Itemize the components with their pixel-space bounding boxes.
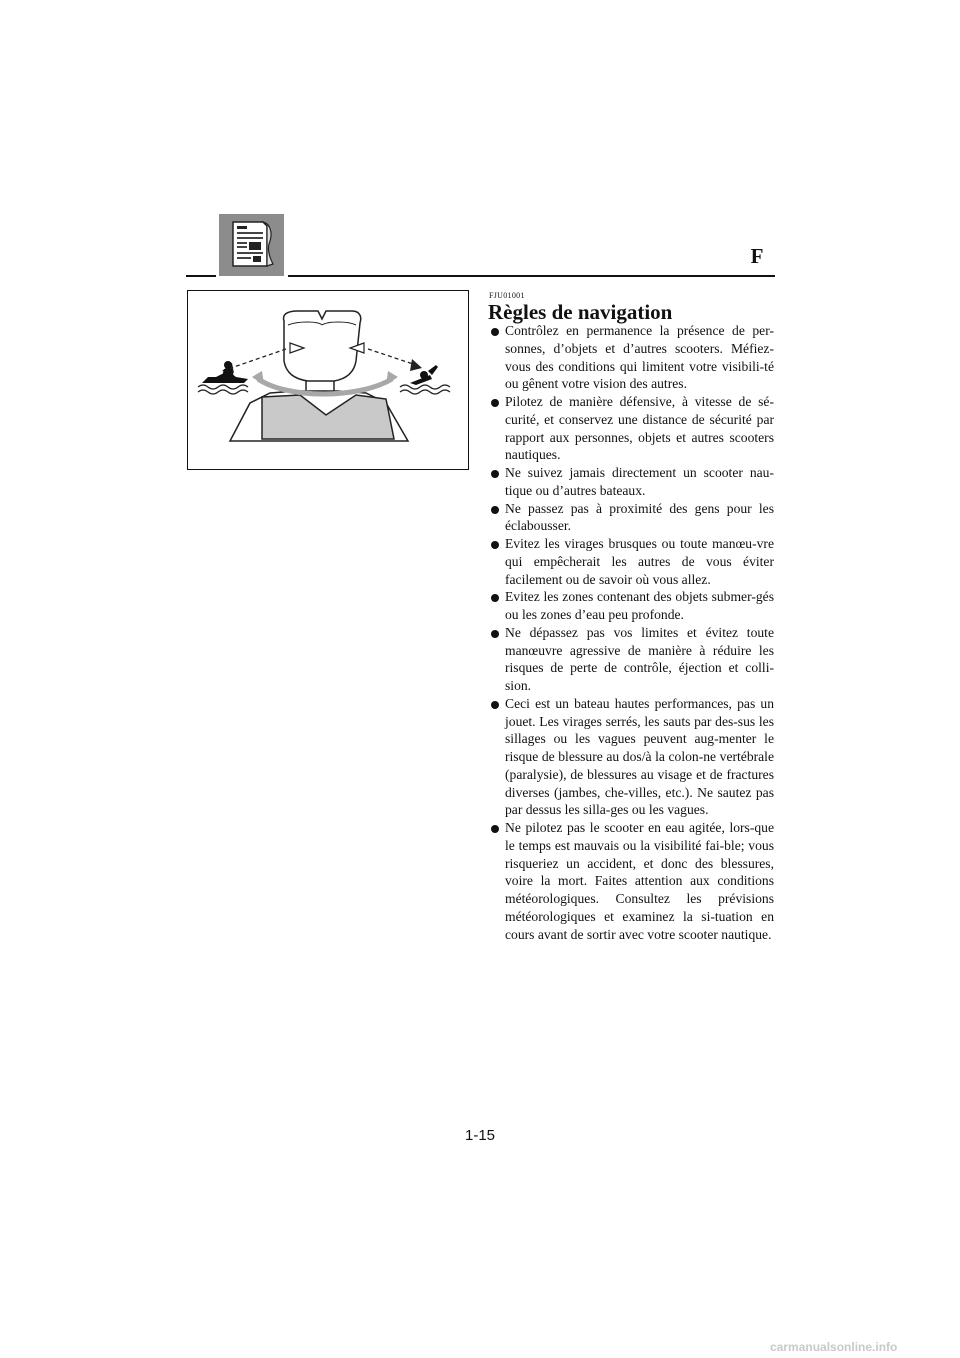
list-item — [491, 819, 774, 943]
list-item-text: Ceci est un bateau hautes performances, pas un jouet. Les virages serrés, les sauts par des-sus les sillages ou les vagues peuvent aug-menter le risque de blessure au dos/à la colon-ne vertébrale (paralysie), de blessures au visage et de fractures diverses (jambes, che-villes, etc.). Ne sautez pas par dessus les silla-ges ou les vagues. — [505, 695, 774, 818]
bullet-dot — [491, 506, 499, 514]
watermark: carmanualsonline.info — [770, 1340, 898, 1354]
rider-visibility-illustration — [187, 290, 469, 470]
list-item-text: Evitez les zones contenant des objets submer-gés ou les zones d’eau peu profonde. — [505, 589, 774, 622]
list-item — [491, 322, 774, 393]
bullet-dot — [491, 399, 499, 407]
list-item — [491, 535, 774, 588]
list-item — [491, 393, 774, 464]
page-number: 1-15 — [464, 1127, 496, 1144]
bullet-dot — [491, 541, 499, 549]
bullet-dot — [491, 470, 499, 478]
bullet-dot — [491, 630, 499, 638]
rules-list — [491, 322, 774, 943]
list-item-text: Ne pilotez pas le scooter en eau agitée, lors-que le temps est mauvais ou la visibilité fai-ble; vous risqueriez un accident, et donc des blessures, voire la mort. Faites attention aux conditions météorologiques. Consultez les prévisions météorologiques et examinez la si-tuation en cours avant de sortir avec votre scooter nautique. — [505, 820, 774, 942]
list-item-text: Evitez les virages brusques ou toute manœu-vre qui empêcherait les autres de vous éviter facilement ou de savoir où vous allez. — [505, 536, 774, 587]
list-item — [491, 624, 774, 695]
list-item-text: Ne passez pas à proximité des gens pour les éclabousser. — [505, 500, 774, 534]
bullet-dot — [491, 594, 499, 602]
list-item-text: Ne suivez jamais directement un scooter nau-tique ou d’autres bateaux. — [505, 465, 774, 498]
bullet-dot — [491, 701, 499, 709]
list-item — [491, 695, 774, 819]
list-item-text: Contrôlez en permanence la présence de per-sonnes, d’objets et d’autres scooters. Méfiez-vous des conditions qui limitent votre visibili-té ou gênent votre vision des autres. — [505, 323, 774, 392]
list-item — [491, 464, 774, 500]
section-letter: F — [750, 244, 764, 268]
list-item-text: Pilotez de manière défensive, à vitesse de sé-curité, et conservez une distance de sécurité par rapport aux personnes, objets et autres scooters nautiques. — [505, 394, 774, 463]
header-rule-left — [186, 275, 216, 277]
bullet-dot — [491, 328, 499, 336]
section-title: Règles de navigation — [488, 300, 673, 324]
list-item — [491, 500, 774, 536]
list-item — [491, 588, 774, 624]
bullet-dot — [491, 825, 499, 833]
manual-book-icon — [219, 214, 284, 276]
header-rule-right — [288, 275, 775, 277]
list-item-text: Ne dépassez pas vos limites et évitez toute manœuvre agressive de manière à réduire les risques de perte de contrôle, éjection et colli-sion. — [505, 624, 774, 693]
section-code: FJU01001 — [489, 291, 525, 300]
